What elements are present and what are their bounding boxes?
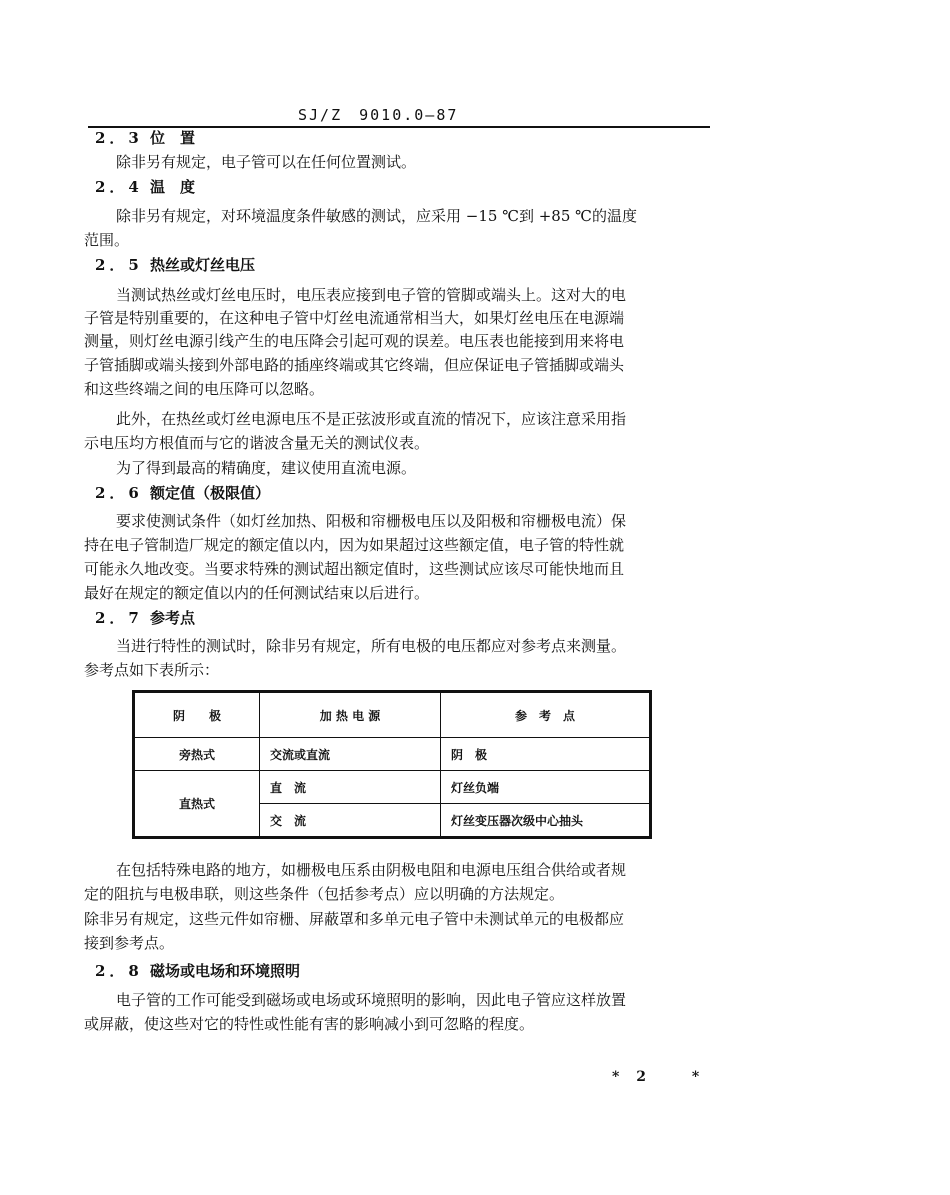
table-cell: 灯丝变压器次级中心抽头	[441, 804, 651, 838]
text-line: 参考点如下表所示：	[84, 661, 220, 679]
reference-point-table	[132, 690, 652, 839]
text-line: 子管是特别重要的，在这种电子管中灯丝电流通常相当大，如果灯丝电压在电源端	[84, 309, 625, 327]
table-header-cell: 阴 极	[134, 692, 260, 738]
table-cell: 旁热式	[134, 738, 260, 771]
section-title: 额定值（极限值）	[150, 484, 271, 502]
page-number: * 2 *	[612, 1069, 706, 1085]
section-heading-2-8	[95, 961, 300, 981]
section-number: 2．8	[95, 962, 143, 980]
section-title: 位 置	[150, 129, 196, 147]
table-header-cell: 参 考 点	[441, 692, 651, 738]
table-cell: 直 流	[260, 771, 441, 804]
section-number: 2．5	[95, 256, 143, 274]
section-heading-2-3	[95, 128, 195, 148]
text-line: 电子管的工作可能受到磁场或电场或环境照明的影响，因此电子管应这样放置	[116, 991, 627, 1009]
text-line: 除非另有规定，对环境温度条件敏感的测试，应采用 −15 ℃到 +85 ℃的温度	[116, 207, 637, 225]
table-cell: 交流或直流	[260, 738, 441, 771]
text-line: 为了得到最高的精确度，建议使用直流电源。	[116, 459, 417, 477]
text-line: 当进行特性的测试时，除非另有规定，所有电极的电压都应对参考点来测量。	[116, 637, 627, 655]
table-header-row	[134, 692, 651, 738]
section-title: 温 度	[150, 178, 196, 196]
table-row	[134, 738, 651, 771]
text-line: 除非另有规定，这些元件如帘栅、屏蔽罩和多单元电子管中未测试单元的电极都应	[84, 910, 625, 928]
section-heading-2-4	[95, 177, 195, 197]
document-id-header: SJ/Z 9010.0—87	[298, 106, 459, 124]
text-line: 此外，在热丝或灯丝电源电压不是正弦波形或直流的情况下，应该注意采用指	[116, 410, 627, 428]
text-line: 要求使测试条件（如灯丝加热、阳极和帘栅极电压以及阳极和帘栅极电流）保	[116, 512, 627, 530]
text-line: 可能永久地改变。当要求特殊的测试超出额定值时，这些测试应该尽可能快地而且	[84, 560, 625, 578]
text-line: 最好在规定的额定值以内的任何测试结束以后进行。	[84, 584, 430, 602]
section-number: 2．3	[95, 129, 143, 147]
section-title: 磁场或电场和环境照明	[150, 962, 301, 980]
text-line: 范围。	[84, 231, 130, 249]
table-cell: 直热式	[134, 771, 260, 838]
table-cell: 交 流	[260, 804, 441, 838]
text-line: 定的阻抗与电极串联，则这些条件（包括参考点）应以明确的方法规定。	[84, 885, 565, 903]
table-row	[134, 771, 651, 804]
text-line: 当测试热丝或灯丝电压时，电压表应接到电子管的管脚或端头上。这对大的电	[116, 286, 627, 304]
text-line: 接到参考点。	[84, 934, 175, 952]
table-cell: 灯丝负端	[441, 771, 651, 804]
text-line: 持在电子管制造厂规定的额定值以内，因为如果超过这些额定值，电子管的特性就	[84, 536, 625, 554]
section-number: 2．6	[95, 484, 143, 502]
section-title: 热丝或灯丝电压	[150, 256, 256, 274]
text-line: 除非另有规定，电子管可以在任何位置测试。	[116, 153, 417, 171]
table-header-cell: 加 热 电 源	[260, 692, 441, 738]
table-cell: 阴 极	[441, 738, 651, 771]
section-number: 2．4	[95, 178, 143, 196]
text-line: 示电压均方根值而与它的谐波含量无关的测试仪表。	[84, 434, 430, 452]
section-heading-2-6	[95, 483, 270, 503]
section-number: 2．7	[95, 609, 143, 627]
text-line: 在包括特殊电路的地方，如栅极电压系由阴极电阻和电源电压组合供给或者规	[116, 861, 627, 879]
section-title: 参考点	[150, 609, 196, 627]
text-line: 或屏蔽，使这些对它的特性或性能有害的影响减小到可忽略的程度。	[84, 1015, 535, 1033]
text-line: 测量，则灯丝电源引线产生的电压降会引起可观的误差。电压表也能接到用来将电	[84, 332, 625, 350]
section-heading-2-5	[95, 255, 255, 275]
text-line: 和这些终端之间的电压降可以忽略。	[84, 380, 325, 398]
section-heading-2-7	[95, 608, 195, 628]
text-line: 子管插脚或端头接到外部电路的插座终端或其它终端，但应保证电子管插脚或端头	[84, 356, 625, 374]
